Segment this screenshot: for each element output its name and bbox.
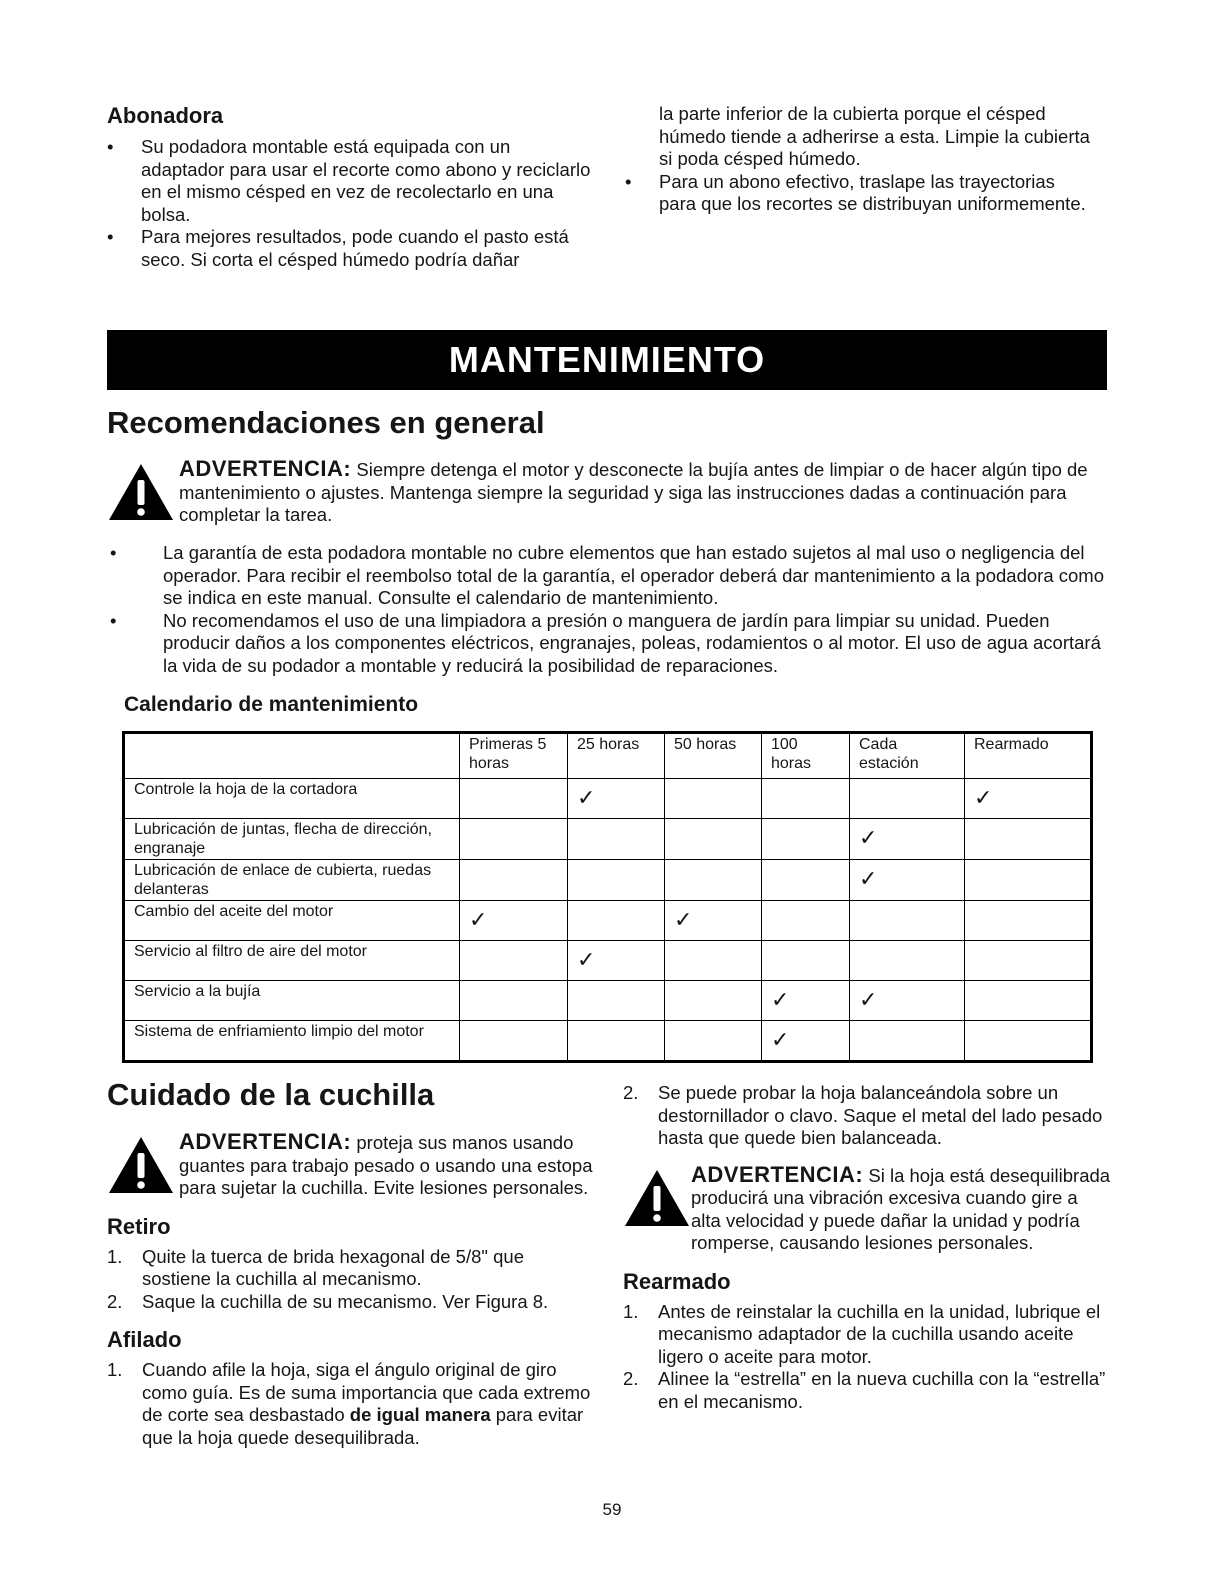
table-row [124,1021,1092,1062]
column-header: 100 horas [762,733,850,779]
cell [850,941,965,981]
list-item [107,1291,597,1314]
checkmark-icon: ✓ [859,866,878,891]
step-text: Cuando afile la hoja, siga el ángulo original de giro como guía. Es de suma importancia que cada extremo de corte sea desbastado [142,1359,591,1425]
row-label: Servicio al filtro de aire del motor [124,941,460,981]
step-emphasis: de igual manera [349,1404,491,1425]
list-item [623,1082,1111,1150]
cell [568,981,665,1021]
table-row [124,860,1092,901]
step-number: 2. [623,1368,639,1389]
general-warning-text [179,458,1102,527]
abonadora-section-left [107,103,592,271]
checkmark-icon: ✓ [974,785,993,810]
column-header-blank [124,733,460,779]
cell [965,779,1092,819]
cell [460,860,568,901]
cell [965,819,1092,860]
abonadora-list-right [625,171,1095,216]
row-label: Lubricación de juntas, flecha de dirección, engranaje [124,819,460,860]
cell [665,981,762,1021]
checkmark-icon: ✓ [577,947,596,972]
checkmark-icon: ✓ [771,987,790,1012]
blade-warning [107,1131,597,1200]
checkmark-icon: ✓ [859,987,878,1012]
balance-warning [623,1161,1111,1255]
cell [762,941,850,981]
table-row [124,901,1092,941]
cell [665,901,762,941]
row-label: Cambio del aceite del motor [124,901,460,941]
step-text: Antes de reinstalar la cuchilla en la unidad, lubrique el mecanismo adaptador de la cuchilla usando aceite ligero o aceite para motor. [658,1300,1101,1367]
column-header: 50 horas [665,733,762,779]
abonadora-bullet-2: • Para mejores resultados, pode cuando el pasto está seco. Si corta el césped húmedo podría dañar [107,226,592,271]
table-row [124,941,1092,981]
blade-warning-text [179,1131,597,1200]
warning-label: ADVERTENCIA: [179,456,352,481]
cell [460,1021,568,1062]
warning-body: Siempre detenga el motor y desconecte la bujía antes de limpiar o de hacer algún tipo de mantenimiento o ajustes. Mantenga siempre la seguridad y siga las instrucciones dadas a continuación para completar la tarea. [179,459,1088,525]
table-row [124,819,1092,860]
row-label: Lubricación de enlace de cubierta, ruedas delanteras [124,860,460,901]
row-label: Sistema de enfriamiento limpio del motor [124,1021,460,1062]
maintenance-schedule-table [122,731,1093,1063]
cell [568,1021,665,1062]
general-bullet-2: • No recomendamos el uso de una limpiadora a presión o manguera de jardín para limpiar su unidad. Pueden producir daños a los componentes eléctricos, engranajes, poleas, rodamientos o al motor. El uso de agua acortará la vida de su podador a montable y reducirá la posibilidad de reparaciones. [110,610,1105,678]
step-text: Se puede probar la hoja balanceándola sobre un destornillador o clavo. Saque el metal del lado pesado hasta que quede bien balanceada. [658,1082,1103,1148]
cell [762,1021,850,1062]
cell [568,941,665,981]
step-text: Quite la tuerca de brida hexagonal de 5/8" que sostiene la cuchilla al mecanismo. [142,1245,524,1289]
warning-triangle-icon [623,1168,691,1228]
cell [568,779,665,819]
abonadora-bullet-3: • Para un abono efectivo, traslape las trayectorias para que los recortes se distribuyan uniformemente. [625,171,1095,216]
cell [460,941,568,981]
table-row [124,779,1092,819]
cell [665,1021,762,1062]
cell [762,779,850,819]
cell [762,981,850,1021]
section-banner: MANTENIMIENTO [107,330,1107,390]
row-label: Servicio a la bujía [124,981,460,1021]
cell [762,819,850,860]
list-item [107,1359,597,1449]
afilado-steps-continued [623,1082,1111,1150]
abonadora-list-left [107,136,592,271]
warning-body: proteja sus manos usando guantes para trabajo pesado o usando una estopa para sujetar la cuchilla. Evite lesiones personales. [179,1132,593,1198]
cell [965,1021,1092,1062]
schedule-heading: Calendario de mantenimiento [124,693,419,716]
warning-body: Si la hoja está desequilibrada producirá una vibración excesiva cuando gire a alta velocidad y puede dañar la unidad y podría romperse, causando lesiones personales. [691,1164,1111,1253]
table-header-row [124,733,1092,779]
step-number: 2. [107,1290,123,1312]
cell [665,941,762,981]
column-header: Primeras 5 horas [460,733,568,779]
cell [850,901,965,941]
warning-triangle-icon [107,1135,175,1195]
blade-care-left [107,1077,597,1449]
cell [965,901,1092,941]
checkmark-icon: ✓ [577,785,596,810]
cell [762,901,850,941]
cell [665,860,762,901]
schedule-body [124,779,1092,1062]
afilado-steps [107,1359,597,1449]
retiro-heading: Retiro [107,1213,171,1239]
row-label: Controle la hoja de la cortadora [124,779,460,819]
abonadora-bullet-2-continued: la parte inferior de la cubierta porque el césped húmedo tiende a adherirse a esta. Limpie la cubierta si poda césped húmedo. [659,103,1090,169]
step-number: 1. [107,1359,123,1380]
general-bullet-1: • La garantía de esta podadora montable no cubre elementos que han estado sujetos al mal uso o negligencia del operador. Para recibir el reembolso total de la garantía, el operador deberá dar mantenimiento a la podadora como se indica en este manual. Consulte el calendario de mantenimiento. [110,542,1105,610]
cell [965,860,1092,901]
list-item [107,1246,597,1291]
step-number: 1. [107,1245,123,1267]
cell [568,901,665,941]
warning-label: ADVERTENCIA: [179,1129,352,1154]
cell [850,860,965,901]
cell [665,819,762,860]
step-number: 1. [623,1300,639,1322]
abonadora-heading: Abonadora [107,103,224,128]
cell [850,1021,965,1062]
cell [568,860,665,901]
cell [460,981,568,1021]
blade-care-heading: Cuidado de la cuchilla [107,1077,435,1112]
rearmado-heading: Rearmado [623,1268,731,1294]
step-number: 2. [623,1082,639,1103]
cell [850,819,965,860]
general-bullets [110,542,1105,677]
page-number: 59 [602,1500,622,1519]
step-text: Alinee la “estrella” en la nueva cuchilla con la “estrella” en el mecanismo. [658,1368,1106,1412]
step-text: para evitar que la hoja quede desequilibrada. [142,1404,584,1448]
cell [460,779,568,819]
balance-warning-text [691,1161,1111,1255]
cell [850,779,965,819]
column-header: Rearmado [965,733,1092,779]
cell [460,819,568,860]
column-header: Cada estación [850,733,965,779]
abonadora-section-right [625,103,1095,216]
step-text: Saque la cuchilla de su mecanismo. Ver Figura 8. [142,1290,549,1312]
checkmark-icon: ✓ [674,907,693,932]
retiro-steps [107,1246,597,1314]
warning-triangle-icon [107,462,175,522]
list-item [623,1301,1111,1369]
cell [965,981,1092,1021]
checkmark-icon: ✓ [771,1027,790,1052]
cell [965,941,1092,981]
warning-label: ADVERTENCIA: [691,1161,864,1187]
cell [665,779,762,819]
general-warning [107,458,1102,527]
checkmark-icon: ✓ [859,825,878,850]
table-row [124,981,1092,1021]
cell [460,901,568,941]
cell [762,860,850,901]
cell [568,819,665,860]
column-header: 25 horas [568,733,665,779]
list-item [623,1368,1111,1413]
afilado-heading: Afilado [107,1327,182,1352]
general-heading: Recomendaciones en general [107,405,545,440]
cell [850,981,965,1021]
blade-care-right [623,1082,1111,1413]
abonadora-bullet-1: • Su podadora montable está equipada con un adaptador para usar el recorte como abono y reciclarlo en el mismo césped en vez de recolectarlo en una bolsa. [107,136,592,226]
rearmado-steps [623,1301,1111,1414]
checkmark-icon: ✓ [469,907,488,932]
